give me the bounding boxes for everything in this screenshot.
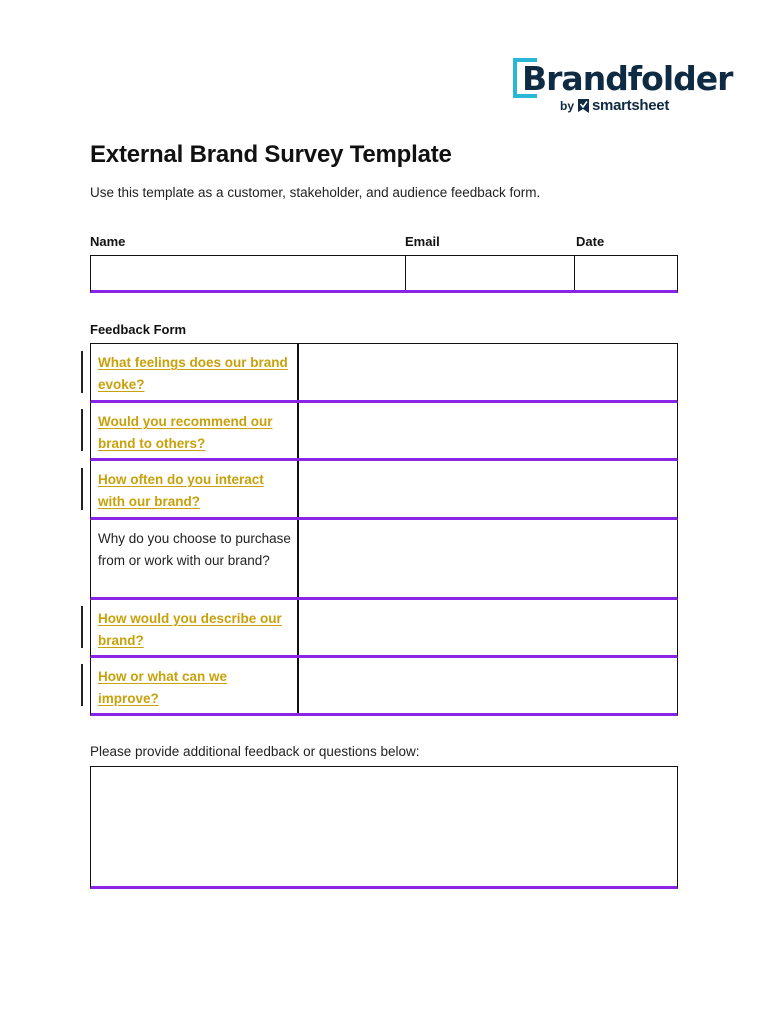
feedback-answer-field[interactable] bbox=[299, 520, 677, 597]
feedback-row bbox=[90, 403, 678, 461]
feedback-answer-field[interactable] bbox=[299, 658, 677, 713]
comment-marker bbox=[81, 351, 83, 393]
info-table bbox=[90, 255, 678, 293]
comment-marker bbox=[81, 606, 83, 648]
date-label: Date bbox=[576, 234, 605, 249]
additional-feedback-label: Please provide additional feedback or questions below: bbox=[90, 744, 420, 759]
feedback-row bbox=[90, 344, 678, 403]
comment-marker bbox=[81, 664, 83, 706]
feedback-answer-field[interactable] bbox=[299, 403, 677, 458]
feedback-question-link[interactable]: How often do you interact with our brand? bbox=[91, 461, 299, 517]
logo-by: by bbox=[560, 99, 575, 113]
feedback-row bbox=[90, 520, 678, 600]
name-label: Name bbox=[90, 234, 126, 249]
name-field[interactable] bbox=[91, 256, 406, 290]
feedback-question-link[interactable]: Would you recommend our brand to others? bbox=[91, 403, 299, 458]
additional-feedback-field[interactable] bbox=[90, 766, 678, 889]
feedback-question-link[interactable]: What feelings does our brand evoke? bbox=[91, 344, 299, 400]
smartsheet-check-icon bbox=[578, 98, 589, 113]
feedback-question-link[interactable]: How or what can we improve? bbox=[91, 658, 299, 713]
page-title: External Brand Survey Template bbox=[90, 141, 452, 168]
feedback-row bbox=[90, 658, 678, 716]
feedback-answer-field[interactable] bbox=[299, 600, 677, 655]
comment-marker bbox=[81, 409, 83, 451]
logo-smartsheet: smartsheet bbox=[592, 97, 670, 114]
page-subtitle: Use this template as a customer, stakeholder, and audience feedback form. bbox=[90, 185, 541, 200]
brandfolder-logo bbox=[512, 57, 733, 121]
email-field[interactable] bbox=[406, 256, 575, 290]
date-field[interactable] bbox=[575, 256, 677, 290]
email-label: Email bbox=[405, 234, 440, 249]
feedback-question: Why do you choose to purchase from or work with our brand? bbox=[91, 520, 299, 597]
feedback-table bbox=[90, 343, 678, 716]
feedback-answer-field[interactable] bbox=[299, 461, 677, 517]
feedback-row bbox=[90, 461, 678, 520]
comment-marker bbox=[81, 468, 83, 510]
logo-wordmark: Brandfolder bbox=[522, 59, 733, 98]
feedback-row bbox=[90, 600, 678, 658]
feedback-form-label: Feedback Form bbox=[90, 322, 187, 337]
feedback-answer-field[interactable] bbox=[299, 344, 677, 400]
feedback-question-link[interactable]: How would you describe our brand? bbox=[91, 600, 299, 655]
